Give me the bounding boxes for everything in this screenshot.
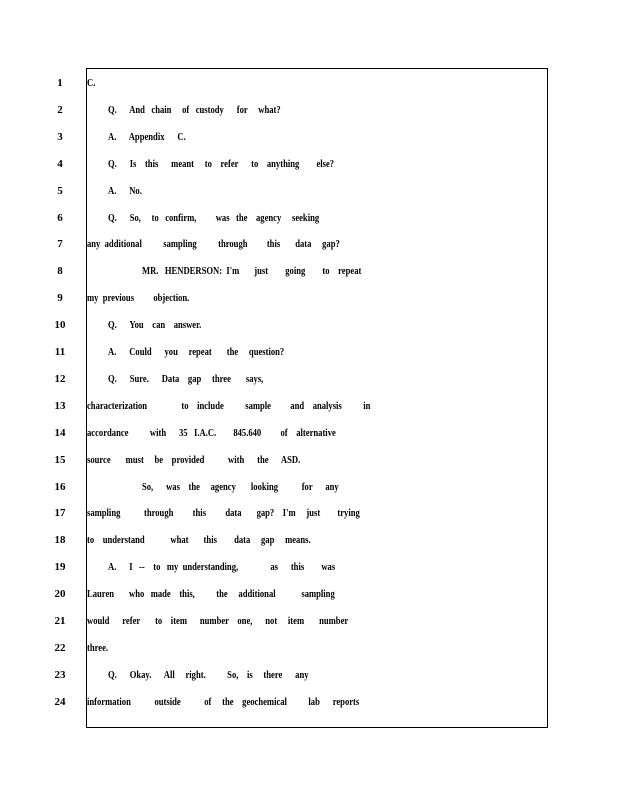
transcript-line: A. Appendix C. [108, 130, 186, 143]
line-number: 11 [54, 346, 66, 358]
line-number: 16 [54, 480, 66, 493]
line-number: 4 [57, 157, 63, 170]
transcript-line: Q. And chain of custody for what? [108, 103, 281, 116]
line-number: 2 [57, 103, 63, 116]
transcript-line: three. [87, 641, 109, 654]
line-number: 9 [57, 292, 63, 305]
transcript-line: Q. So, to confirm, was the agency seeking [108, 211, 320, 224]
line-number: 14 [54, 426, 66, 439]
line-number: 21 [54, 615, 66, 627]
transcript-line: C. [87, 77, 96, 89]
line-number: 24 [54, 695, 66, 708]
transcript-line: accordance with 35 I.A.C. 845.640 of alternative [87, 426, 336, 439]
line-number: 13 [54, 399, 66, 412]
line-number: 1 [57, 77, 63, 89]
line-number: 8 [57, 265, 63, 278]
transcript-line: Lauren who made this, the additional sampling [87, 588, 335, 601]
line-number: 18 [54, 534, 66, 547]
line-number: 15 [54, 453, 66, 466]
line-number: 17 [54, 507, 66, 520]
transcript-line: source must be provided with the ASD. [87, 453, 301, 466]
transcript-line: Q. Sure. Data gap three says, [108, 372, 264, 385]
transcript-line: MR. HENDERSON: I'm just going to repeat [142, 265, 362, 278]
line-number: 10 [54, 319, 66, 332]
line-number: 3 [57, 130, 63, 143]
transcript-line: A. I -- to my understanding, as this was [108, 561, 336, 574]
line-number: 5 [57, 184, 63, 197]
line-number: 7 [57, 238, 63, 251]
transcript-line: A. No. [108, 184, 142, 197]
line-number: 23 [54, 668, 66, 681]
line-number: 20 [54, 588, 66, 601]
transcript-line: information outside of the geochemical lab reports [87, 695, 360, 708]
transcript-line: So, was the agency looking for any [142, 480, 339, 493]
transcript-line: A. Could you repeat the question? [108, 346, 285, 358]
line-number: 6 [57, 211, 63, 224]
transcript-line: any additional sampling through this data gap? [87, 238, 340, 251]
transcript-line: my previous objection. [87, 292, 190, 305]
transcript-line: to understand what this data gap means. [87, 534, 311, 547]
line-number: 19 [54, 561, 66, 574]
transcript-line: sampling through this data gap? I'm just trying [87, 507, 360, 520]
transcript-line: Q. Okay. All right. So, is there any [108, 668, 309, 681]
line-number: 22 [54, 641, 66, 654]
line-number: 12 [54, 372, 66, 385]
transcript-line: characterization to include sample and analysis in [87, 399, 371, 412]
transcript-line: Q. You can answer. [108, 319, 202, 332]
transcript-line: Q. Is this meant to refer to anything else? [108, 157, 335, 170]
transcript-line: would refer to item number one, not item number [87, 615, 349, 627]
